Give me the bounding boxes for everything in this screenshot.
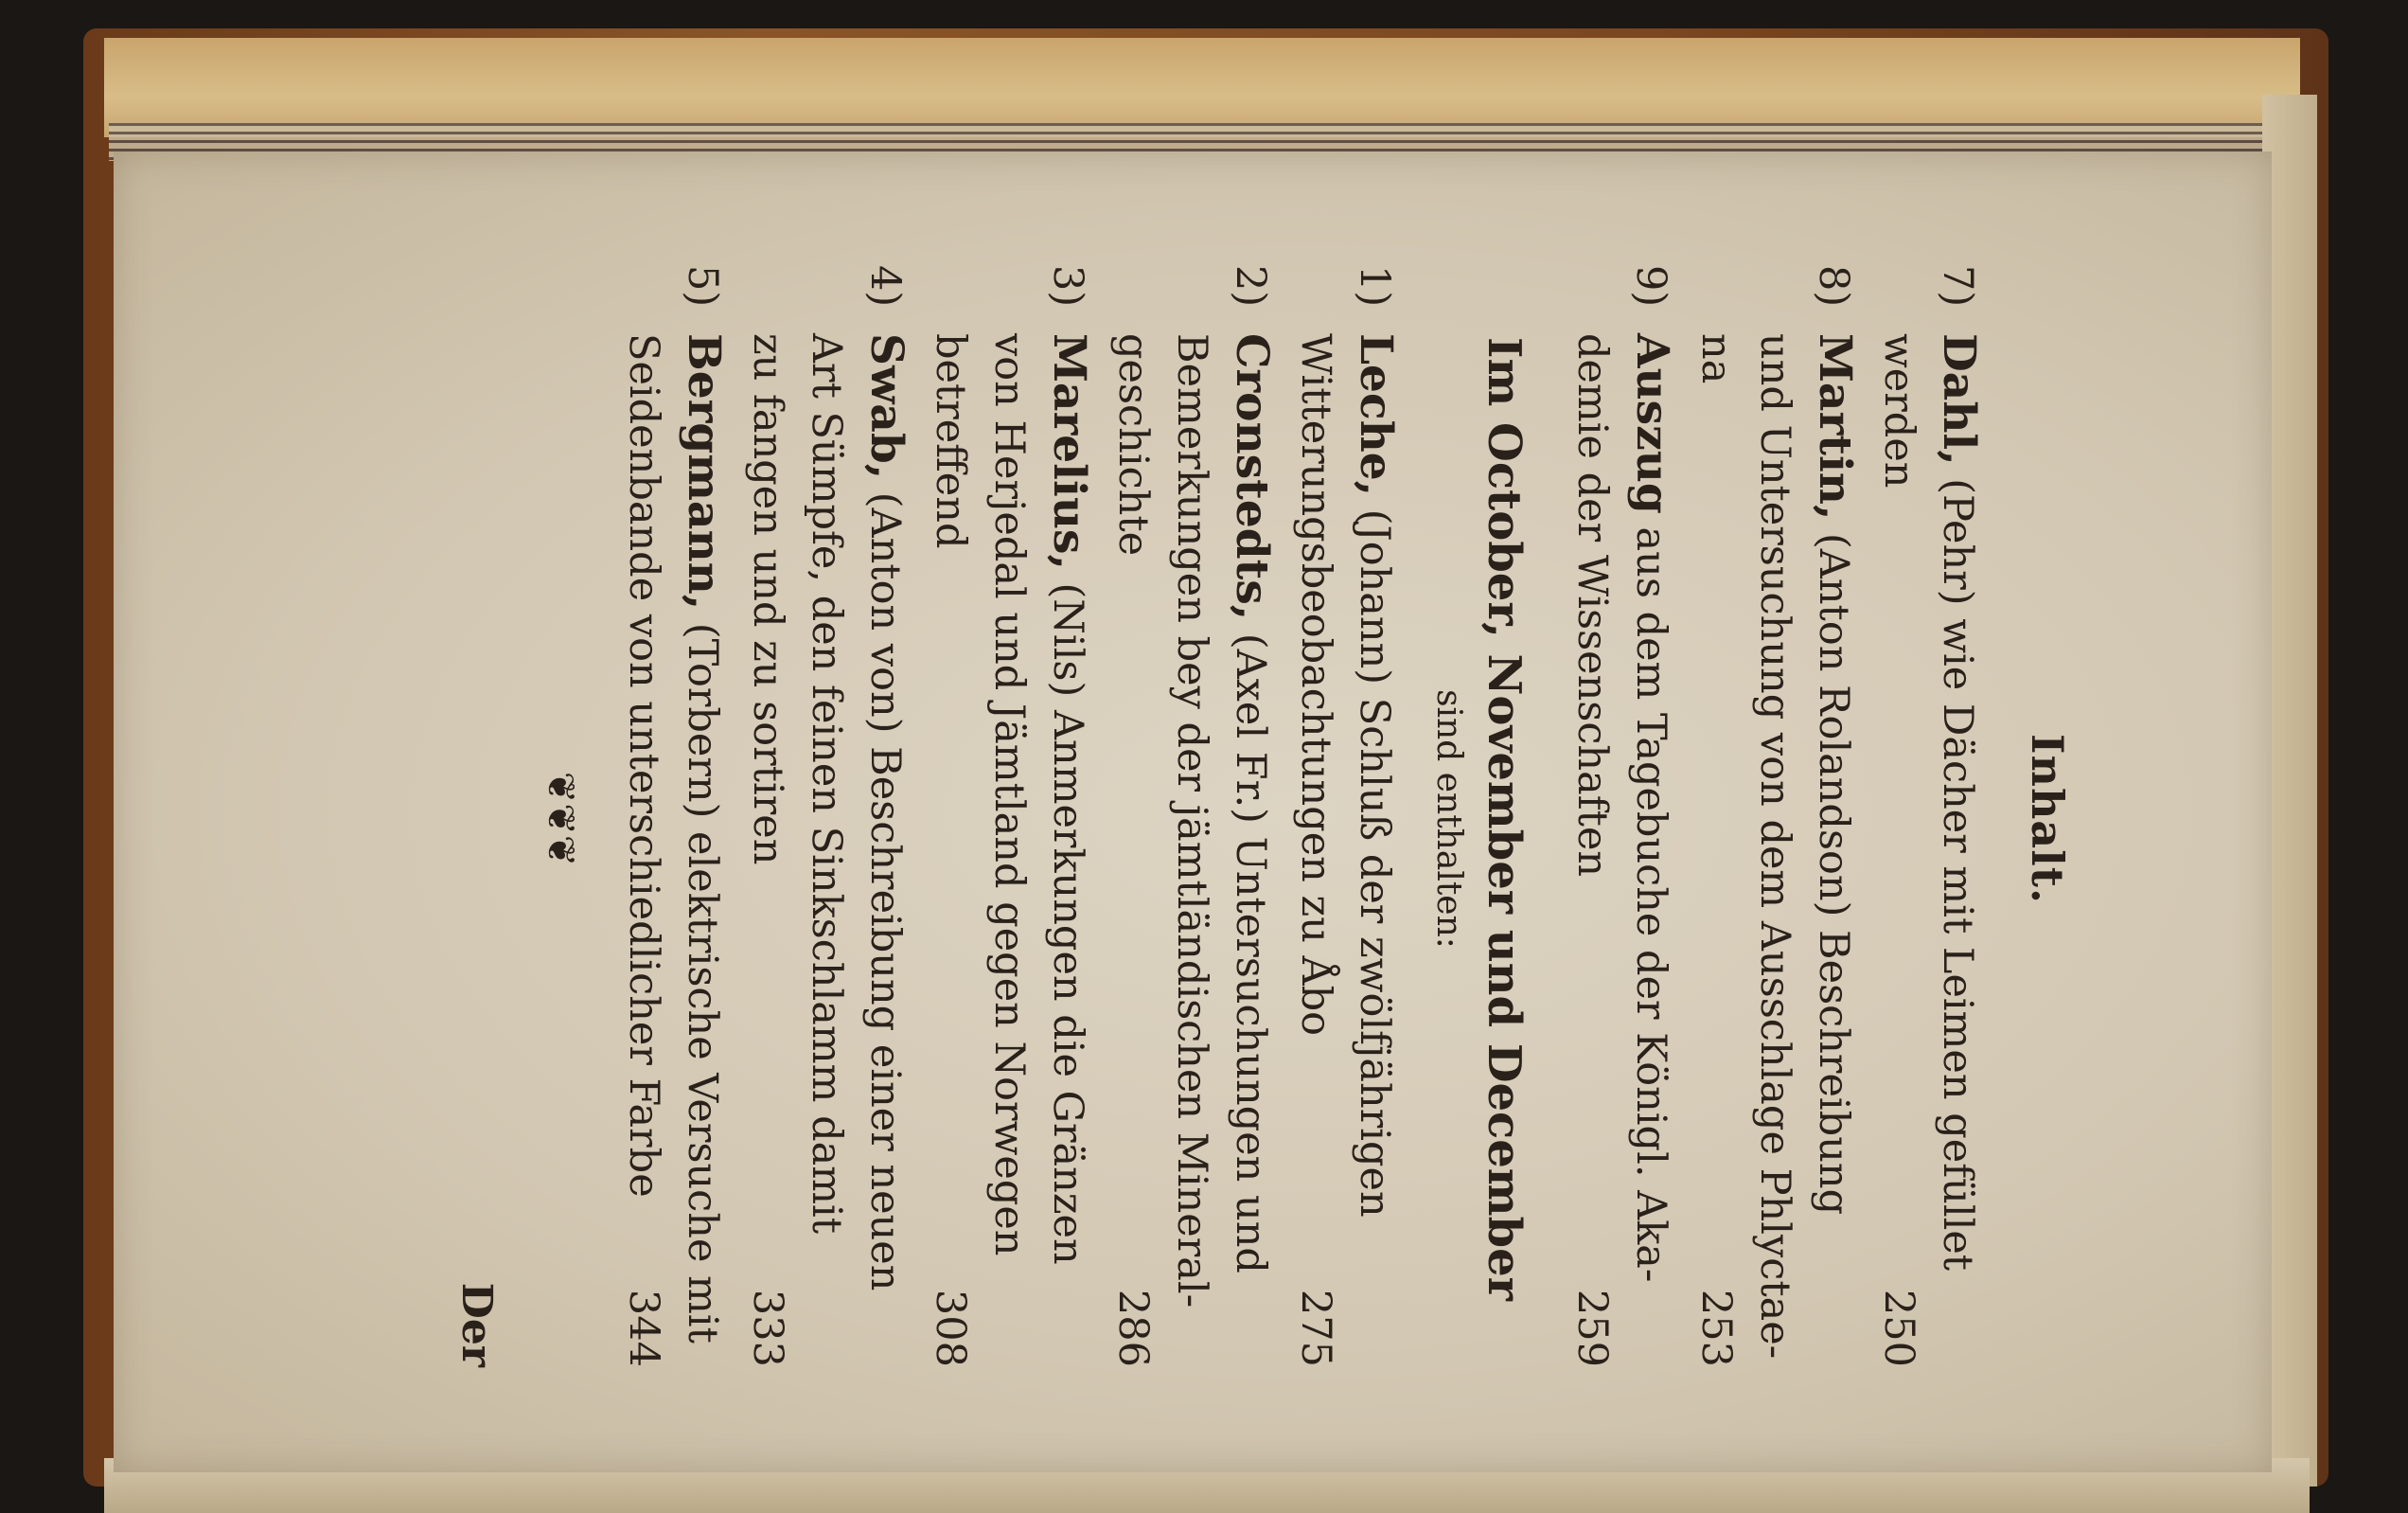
- entry-text: na: [1692, 333, 1740, 384]
- entry-number: 9): [1627, 265, 1674, 308]
- entry-page-number: 275: [1292, 1289, 1339, 1367]
- toc-entry: [921, 265, 1098, 1373]
- entry-author: Marelius,: [1043, 333, 1095, 570]
- entry-author: Martin,: [1809, 333, 1861, 521]
- entry-text: aus dem Tagebuche der Königl. Aka-: [1627, 526, 1674, 1283]
- entry-number: 2): [1227, 265, 1274, 308]
- entry-page-number: 250: [1875, 1289, 1922, 1367]
- entry-text: Art Sümpfe, den feinen Sinkschlamm damit: [803, 333, 850, 1235]
- entry-text: betreffend: [927, 333, 974, 549]
- entry-author: Bergmann,: [678, 333, 730, 611]
- entry-number: 4): [861, 265, 909, 308]
- toc-entry: [614, 265, 733, 1373]
- toc-entry: [1104, 265, 1281, 1373]
- entry-text: (Torbern) elektrische Versuche mit: [679, 622, 726, 1344]
- entry-text: (Anton Rolandson) Beschreibung: [1810, 533, 1857, 1216]
- entry-text: (Axel Fr.) Untersuchungen und: [1227, 632, 1274, 1273]
- entry-number: 3): [1044, 265, 1091, 308]
- toc-entry: [1869, 265, 1988, 1373]
- toc-entry: [1286, 265, 1405, 1373]
- entry-text: zu fangen und zu sortiren: [744, 333, 791, 865]
- entry-text: (Anton von) Beschreibung einer neuen: [861, 491, 909, 1291]
- entry-text: geschichte: [1109, 333, 1157, 557]
- entry-author: Leche,: [1350, 333, 1402, 497]
- entry-number: 8): [1810, 265, 1857, 308]
- entry-text: werden: [1875, 333, 1922, 489]
- entry-author: Swab,: [860, 333, 912, 480]
- toc-entry: [1563, 265, 1681, 1373]
- entry-page-number: 308: [927, 1289, 974, 1367]
- entry-text: (Pehr) wie Dächer mit Leimen gefüllet: [1934, 478, 1981, 1272]
- section-subheading: sind enthalten:: [1429, 689, 1468, 949]
- entry-page-number: 344: [620, 1289, 667, 1367]
- entry-number: 7): [1934, 265, 1981, 308]
- entry-author: Dahl,: [1933, 333, 1985, 466]
- entry-author: Cronstedts,: [1226, 333, 1278, 621]
- entry-author: Auszug: [1626, 333, 1678, 514]
- section-heading: Im October, November und December: [1478, 337, 1531, 1301]
- entry-number: 5): [679, 265, 726, 308]
- entry-text: (Johann) Schluß der zwölfjährigen: [1351, 508, 1398, 1218]
- ornament-icon: ❦❦❦: [539, 771, 582, 867]
- entry-text: von Herjedal und Jämtland gegen Norwegen: [985, 333, 1033, 1256]
- entry-text: Bemerkungen bey der jämtländischen Mineral-: [1168, 333, 1215, 1308]
- entry-page-number: 286: [1109, 1289, 1157, 1367]
- page-title: Inhalt.: [2022, 734, 2073, 904]
- toc-entry: [1687, 265, 1864, 1373]
- entry-page-number: 259: [1568, 1289, 1616, 1367]
- catchword: Der: [452, 1282, 501, 1367]
- entry-text: und Untersuchung von dem Ausschlage Phlyctae-: [1751, 333, 1798, 1360]
- entry-text: Witterungsbeobachtungen zu Åbo: [1292, 333, 1339, 1037]
- entry-number: 1): [1351, 265, 1398, 308]
- entry-text: demie der Wissenschaften: [1568, 333, 1616, 878]
- page-content: [199, 265, 2092, 1373]
- entry-text: Seidenbande von unterschiedlicher Farbe: [620, 333, 667, 1198]
- entry-page-number: 253: [1692, 1289, 1740, 1367]
- entry-text: (Nils) Anmerkungen die Gränzen: [1044, 582, 1091, 1265]
- entry-page-number: 333: [744, 1289, 791, 1367]
- toc-entry: [738, 265, 915, 1373]
